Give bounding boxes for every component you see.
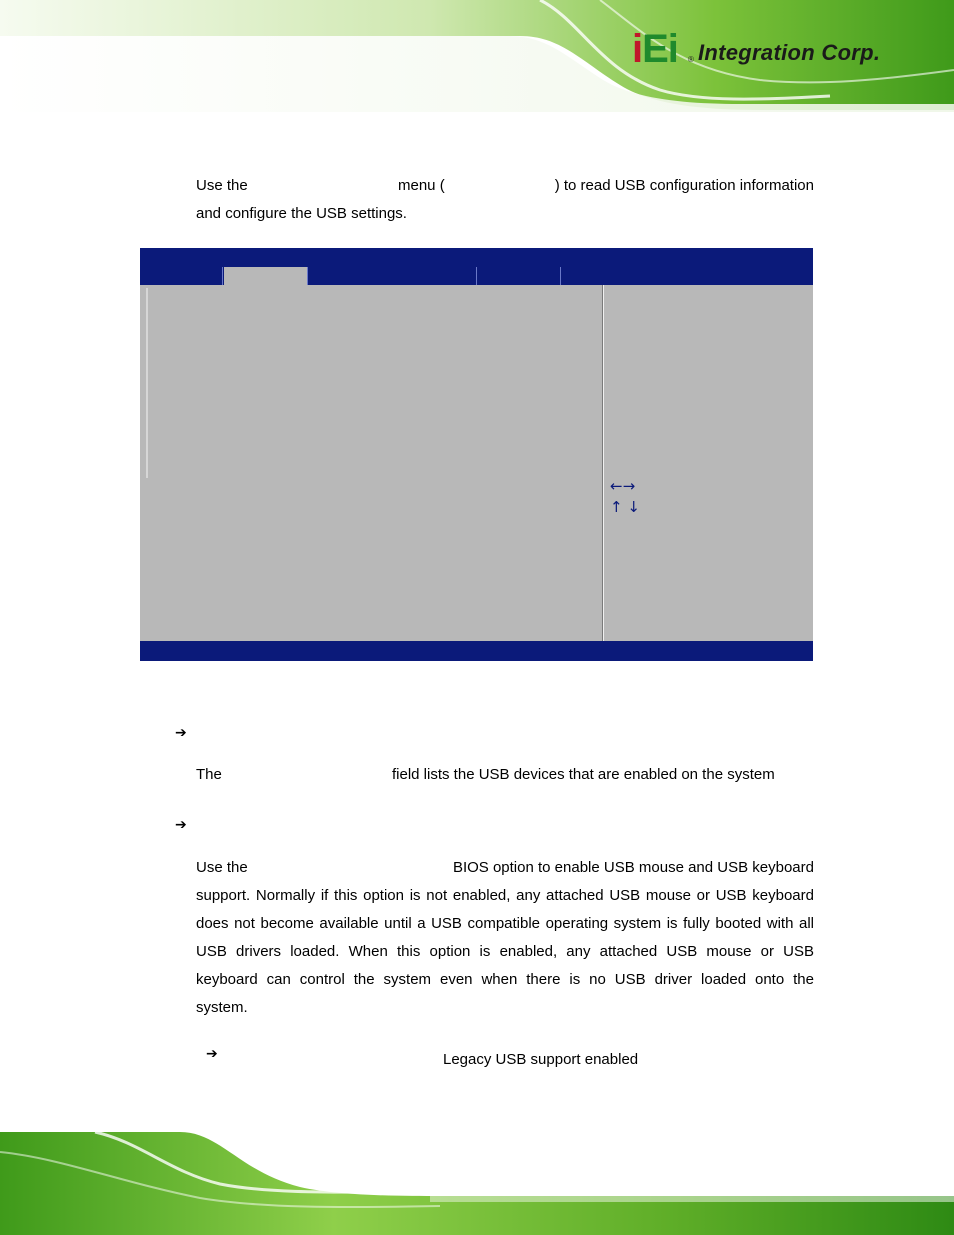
usb-devices-text-1: The: [196, 766, 222, 783]
option-enabled-text: Legacy USB support enabled: [443, 1051, 639, 1068]
intro-paragraph: [196, 172, 814, 228]
legacy-usb-paragraph: [196, 854, 814, 1022]
bios-tab-3[interactable]: [308, 267, 477, 285]
bios-tab-bar: [140, 267, 813, 285]
legacy-text-2: BIOS option to enable USB mouse and USB keyboard: [452, 859, 814, 876]
usb-devices-paragraph: [196, 761, 814, 789]
bios-options-panel: [142, 285, 602, 641]
intro-text-2: menu (: [398, 177, 445, 194]
nav-horizontal-arrows-icon: ←→: [610, 477, 636, 495]
logo-registered: ®: [688, 55, 694, 64]
bios-scrollbar: [146, 288, 148, 478]
bios-tab-4[interactable]: [477, 267, 561, 285]
footer-banner: [0, 1132, 954, 1235]
bios-screen: [140, 248, 813, 661]
arrow-bullet-icon: ➔: [175, 817, 187, 833]
bios-footer-bar: [140, 641, 813, 661]
intro-text-3: ) to read USB configuration information: [554, 177, 814, 194]
legacy-text-4: does not become available until a USB compatible operating system is fully booted with all: [196, 915, 814, 932]
legacy-text-1: Use the: [196, 859, 248, 876]
company-logo: [632, 27, 922, 71]
bios-title-bar: [140, 248, 813, 267]
intro-text-1: Use the: [196, 177, 248, 194]
bios-tab-2-active[interactable]: [224, 267, 308, 285]
legacy-text-6: keyboard can control the system even when there is no USB driver loaded onto the: [196, 971, 814, 988]
legacy-text-3: support. Normally if this option is not enabled, any attached USB mouse or USB keyboard: [196, 887, 814, 904]
logo-text: Integration Corp.: [698, 40, 881, 65]
intro-text-4: and configure the USB settings.: [196, 205, 407, 222]
legacy-text-7: system.: [196, 999, 248, 1016]
logo-mark: iEi: [632, 27, 678, 71]
arrow-bullet-icon: ➔: [206, 1046, 218, 1062]
usb-devices-text-2: field lists the USB devices that are enabled on the system: [392, 766, 775, 783]
arrow-bullet-icon: ➔: [175, 725, 187, 741]
bios-tab-1[interactable]: [140, 267, 223, 285]
bios-help-panel: [604, 285, 813, 641]
nav-vertical-arrows-icon: ↑ ↓: [610, 498, 640, 516]
bios-nav-keys: [610, 476, 640, 518]
legacy-text-5: USB drivers loaded. When this option is enabled, any attached USB mouse or USB: [196, 943, 814, 960]
